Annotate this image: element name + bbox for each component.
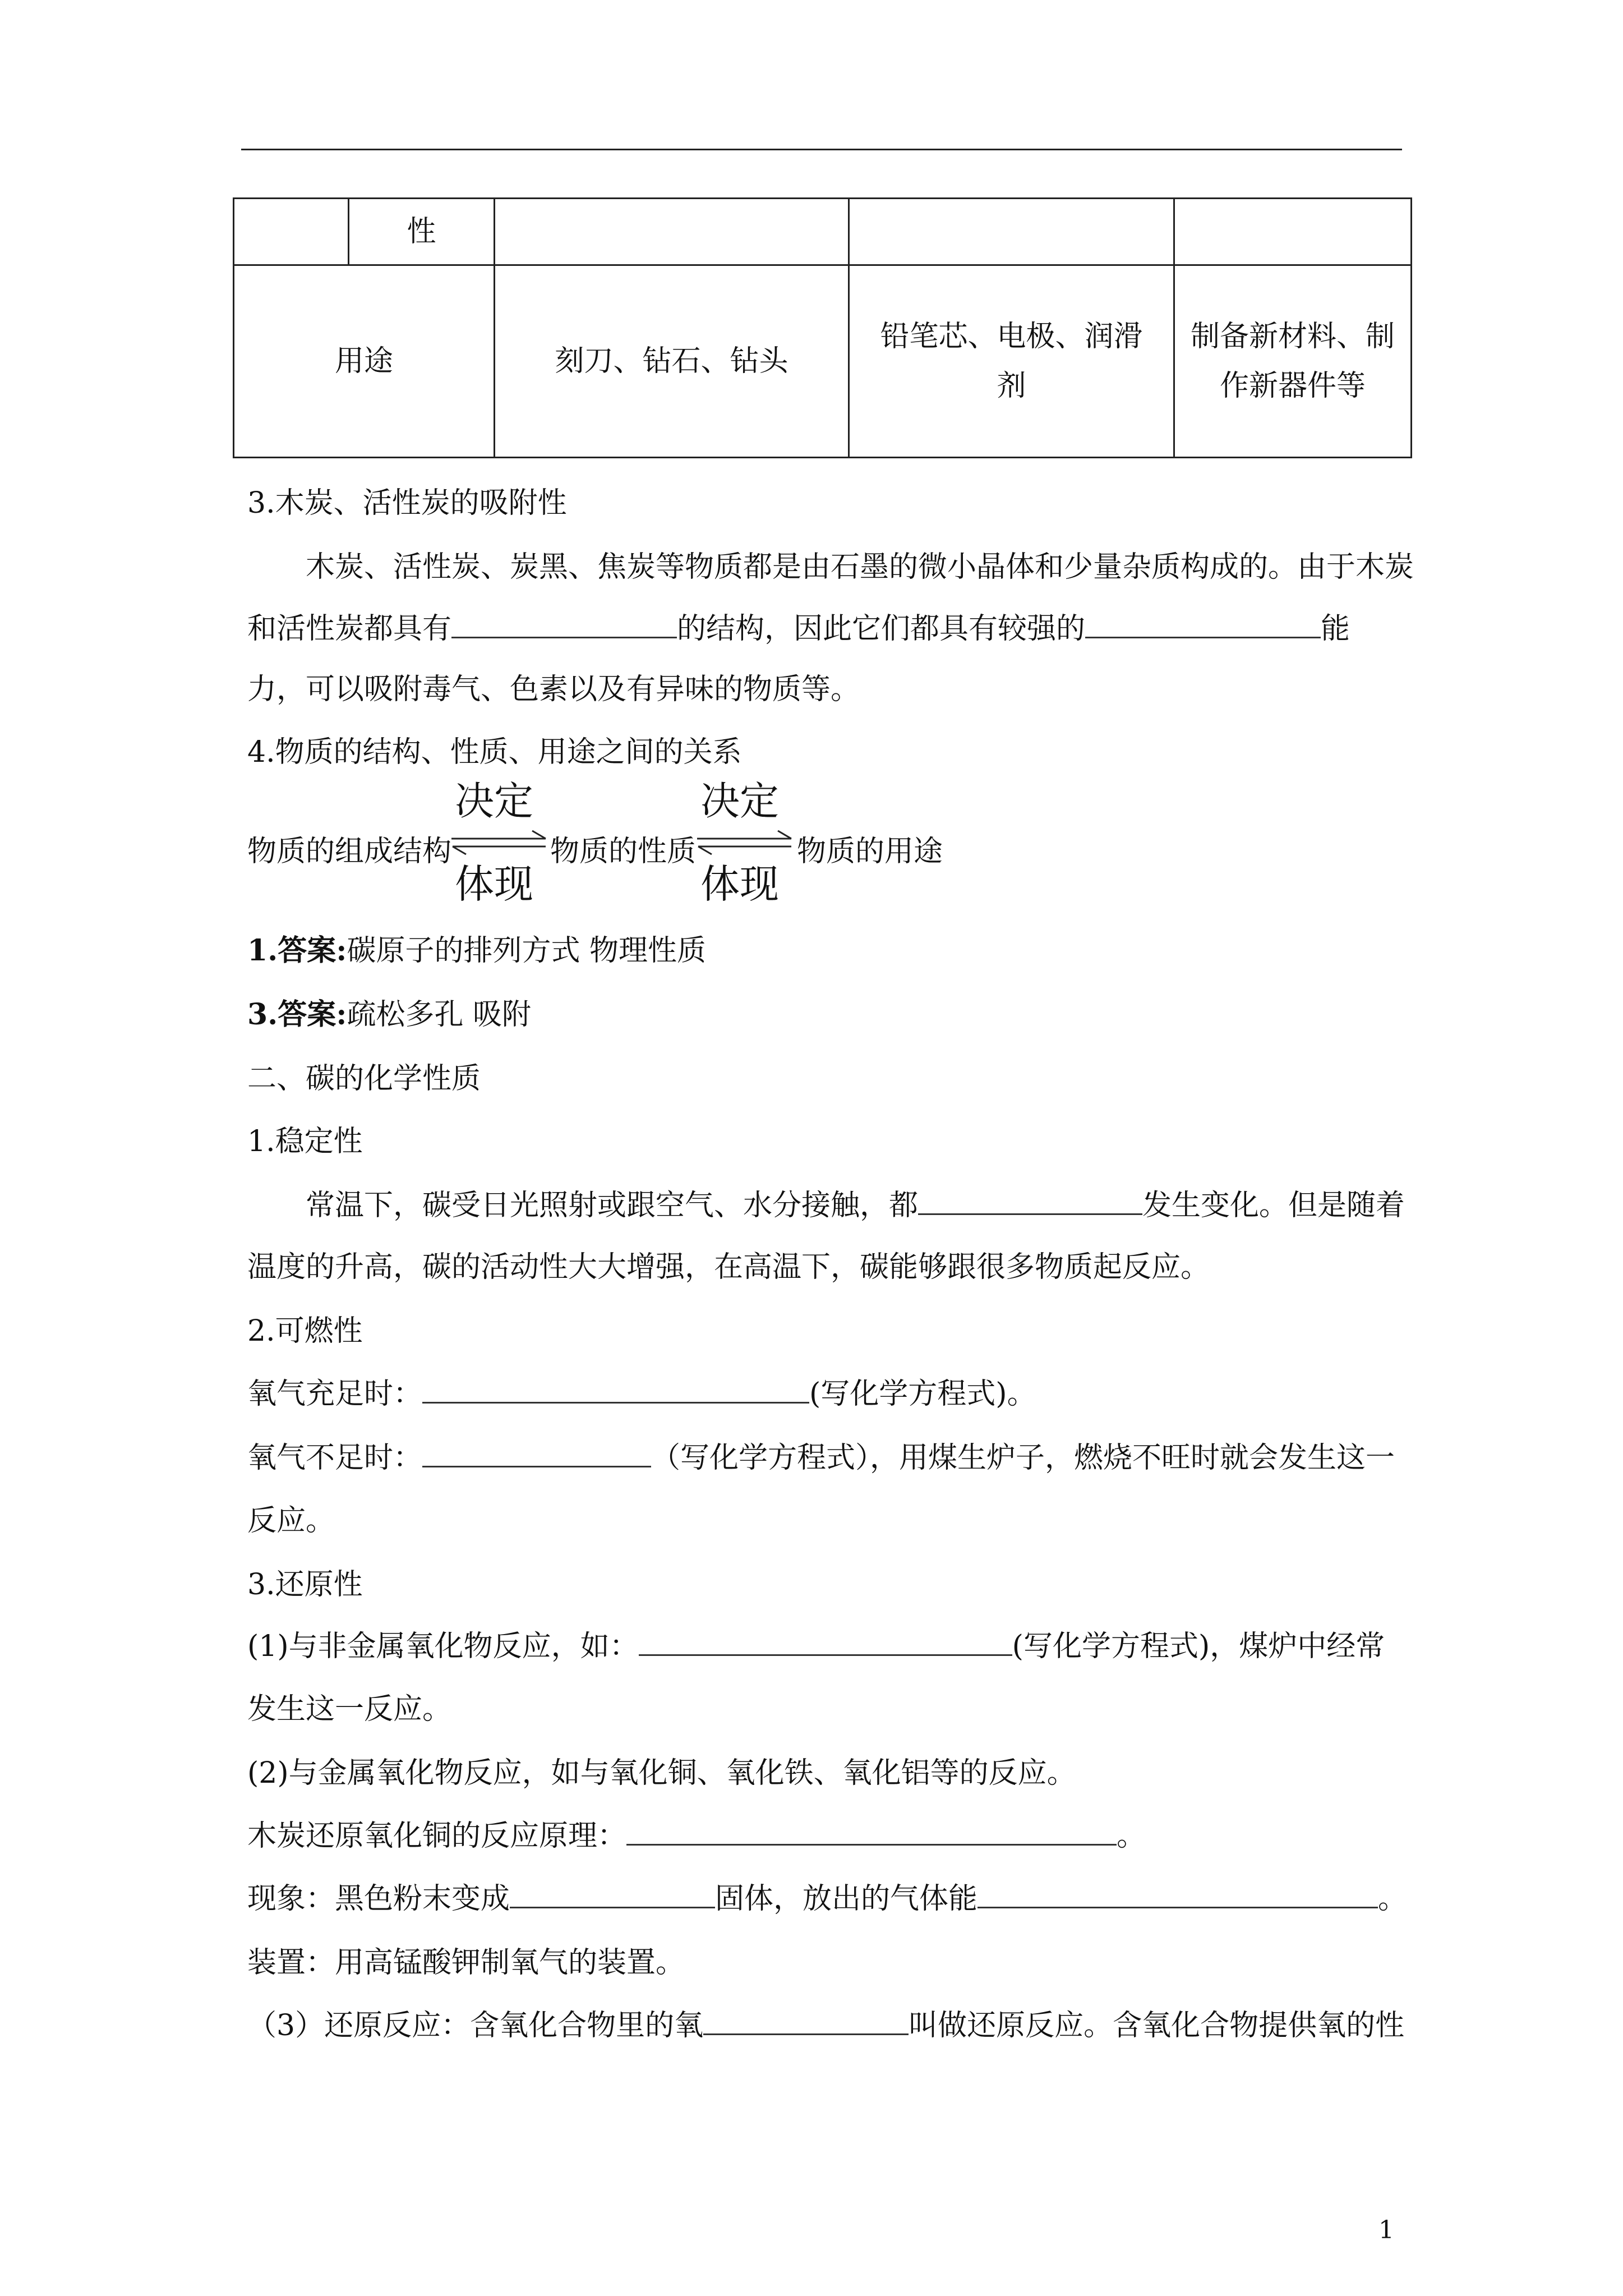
answer-blank <box>451 609 677 638</box>
paragraph-line: 氧气充足时： (写化学方程式)。 <box>247 1370 1036 1412</box>
paragraph-line: (2)与金属氧化物反应，如与氧化铜、氧化铁、氧化铝等的反应。 <box>247 1756 1076 1790</box>
table-cell <box>1174 199 1412 265</box>
double-arrow-icon <box>695 778 795 907</box>
section-heading: 1.稳定性 <box>247 1125 363 1158</box>
paragraph-line: 常温下，碳受日光照射或跟空气、水分接触，都 发生变化。但是随着 <box>306 1181 1405 1223</box>
answer-blank <box>978 1879 1378 1908</box>
table-cell-uses-label: 用途 <box>234 265 495 458</box>
arrow-label-top: 决定 <box>700 778 779 824</box>
answer-blank <box>510 1879 715 1908</box>
table-cell <box>234 199 349 265</box>
section-heading: 2.可燃性 <box>247 1314 363 1348</box>
paragraph-line: 和活性炭都具有 的结构，因此它们都具有较强的 能 <box>247 605 1350 647</box>
relation-structure: 物质的组成结构 <box>247 835 452 868</box>
answer-blank <box>422 1374 809 1404</box>
table-cell <box>849 199 1174 265</box>
paragraph-line: 力，可以吸附毒气、色素以及有异味的物质等。 <box>247 673 860 706</box>
section-heading: 4.物质的结构、性质、用途之间的关系 <box>247 735 742 769</box>
arrow-label-top: 决定 <box>455 778 533 824</box>
paragraph-line: 氧气不足时： （写化学方程式），用煤生炉子，燃烧不旺时就会发生这一 <box>247 1434 1395 1476</box>
table-row <box>234 199 1412 265</box>
answer-line: 3.答案:疏松多孔 吸附 <box>247 997 532 1032</box>
section-heading: 3.还原性 <box>247 1568 363 1602</box>
table-cell-c60-uses: 制备新材料、制作新器件等 <box>1174 265 1412 458</box>
carbon-properties-table <box>233 197 1412 458</box>
answer-blank <box>639 1626 1012 1656</box>
section-heading: 二、碳的化学性质 <box>247 1062 481 1096</box>
answer-blank <box>422 1438 651 1467</box>
relation-use: 物质的用途 <box>797 835 943 868</box>
answer-blank <box>918 1185 1142 1215</box>
paragraph-line: （3）还原反应：含氧化合物里的氧 叫做还原反应。含氧化合物提供氧的性 <box>247 2001 1404 2044</box>
answer-blank <box>626 1816 1117 1846</box>
answer-blank <box>1085 609 1321 638</box>
relation-diagram <box>247 778 1032 912</box>
arrow-label-bottom: 体现 <box>455 861 533 907</box>
double-arrow-icon <box>449 778 549 907</box>
table-row <box>234 265 1412 458</box>
paragraph-line: 木炭、活性炭、炭黑、焦炭等物质都是由石墨的微小晶体和少量杂质构成的。由于木炭 <box>306 550 1414 584</box>
table-cell <box>495 199 849 265</box>
arrow-label-bottom: 体现 <box>700 861 779 907</box>
relation-property: 物质的性质 <box>550 835 697 868</box>
paragraph-line: (1)与非金属氧化物反应，如： (写化学方程式)，煤炉中经常 <box>247 1622 1385 1664</box>
table-cell-diamond-uses: 刻刀、钻石、钻头 <box>495 265 849 458</box>
paragraph-line: 温度的升高，碳的活动性大大增强，在高温下，碳能够跟很多物质起反应。 <box>247 1250 1210 1284</box>
header-rule <box>241 149 1402 150</box>
page-number: 1 <box>1378 2216 1394 2244</box>
paragraph-line: 装置：用高锰酸钾制氧气的装置。 <box>247 1946 685 1980</box>
answer-blank <box>703 2005 909 2035</box>
section-heading: 3.木炭、活性炭的吸附性 <box>247 486 567 520</box>
paragraph-line: 反应。 <box>247 1504 335 1538</box>
paragraph-line: 木炭还原氧化铜的反应原理： 。 <box>247 1812 1146 1854</box>
table-cell-property-label: 性 <box>349 199 495 265</box>
paragraph-line: 发生这一反应。 <box>247 1692 452 1726</box>
paragraph-line: 现象：黑色粉末变成 固体，放出的气体能 。 <box>247 1875 1407 1917</box>
answer-line: 1.答案:碳原子的排列方式 物理性质 <box>247 933 707 968</box>
table-cell-graphite-uses: 铅笔芯、电极、润滑剂 <box>849 265 1174 458</box>
